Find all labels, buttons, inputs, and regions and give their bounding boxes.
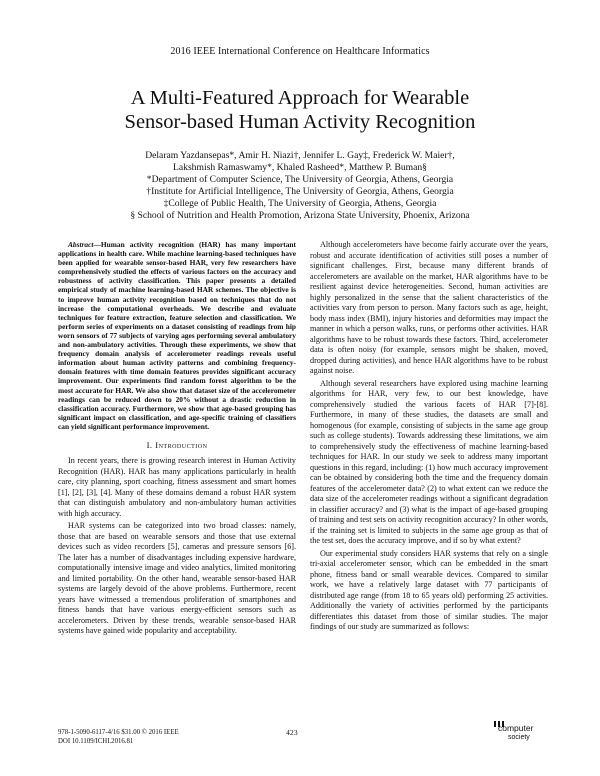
page-number: 423: [286, 728, 298, 737]
intro-paragraph-1: In recent years, there is growing research interest in Human Activity Recognition (HAR). HAR has many applications particularly in health care, city planning, sport coaching, fitness assessment and smart homes [1], [2], [3], [4]. Many of these domains demand a robust HAR system that can distinguish ambulatory and non-ambulatory human activities with high accuracy.: [58, 456, 296, 518]
affiliation-3: ‡College of Public Health, The University of Georgia, Athens, Georgia: [163, 198, 437, 209]
right-column: [310, 240, 548, 633]
footer-isbn: 978-1-5090-6117-4/16 $31.00 © 2016 IEEE: [58, 729, 179, 736]
section-number: I.: [146, 439, 153, 450]
affiliation-2: †Institute for Artificial Intelligence, The University of Georgia, Athens, Georgia: [146, 186, 454, 197]
right-paragraph-2: Although several researchers have explored using machine learning algorithms for HAR, very few, to our best knowledge, have comprehensively studied the various facets of HAR [7]-[8]. Furthermore, in many of these studies, the datasets are small and homogenous (for example, consisting of subjects in the same age group such as college students). Towards addressing these limitations, we aim to comprehensively study the effectiveness of machine learning-based techniques for HAR. In our study we seek to address many important questions in this regard, including: (1) how much accuracy improvement can be obtained by considering both the time and the frequency domain features of the accelerometer data? (2) to what extent can we reduce the data size of the accelerometer readings without a significant degradation in classifier accuracy? and (3) what is the impact of age-based grouping of training and test sets on activity recognition accuracy? In other words, if the training set is limited to subjects in the same age group as that of the test set, does the accuracy improve, and if so by what extent?: [310, 378, 548, 545]
title-line-2: Sensor-based Human Activity Recognition: [124, 111, 476, 133]
footer-copyright: [58, 728, 179, 746]
section-heading: [58, 440, 296, 451]
affiliation-4: § School of Nutrition and Health Promotion, Arizona State University, Phoenix, Arizona: [130, 210, 470, 221]
affiliation-1: *Department of Computer Science, The University of Georgia, Athens, Georgia: [146, 174, 454, 185]
left-column: [58, 240, 296, 637]
paper-title: [60, 86, 540, 134]
right-paragraph-1: Although accelerometers have become fairly accurate over the years, robust and accurate identification of activities still poses a number of significant challenges. First, because many different brands of accelerometers are available on the market, HAR algorithms have to be resilient against device heterogeneities. Second, human activities are highly personalized in the sense that the salient characteristics of the activities vary from person to person. Many factors such as age, height, body mass index (BMI), injury histories and deformities may impact the manner in which a person walks, runs, or performs other activities. HAR algorithms have to be robust towards these factors. Third, accelerometer data is often noisy (for example, sensors might be shaken, moved, dropped during activities), and hence HAR algorithms have to be robust against noise.: [310, 240, 548, 375]
authors-line-2: Lakshmish Ramaswamy*, Khaled Rasheed*, Matthew P. Buman§: [173, 162, 427, 173]
title-line-1: A Multi-Featured Approach for Wearable: [130, 87, 470, 109]
intro-paragraph-2: HAR systems can be categorized into two broad classes: namely, those that are based on wearable sensors and those that use external devices such as video recorders [5], cameras and pressure sensors [6]. The later has a number of disadvantages including expensive hardware, computationally intensive image and video analytics, limited monitoring and limited portability. On the other hand, wearable sensor-based HAR systems are largely devoid of the above problems. Furthermore, recent years have witnessed a tremendous proliferation of smartphones and fitness bands that have various energy-efficient sensors such as accelerometers. Driven by these trends, wearable sensor-based HAR systems have gained wide popularity and acceptability.: [58, 521, 296, 636]
section-title: Introduction: [155, 439, 208, 450]
authors-line-1: Delaram Yazdansepas*, Amir H. Niazi†, Jennifer L. Gay‡, Frederick W. Maier†,: [145, 150, 455, 161]
logo-line-1: computer: [498, 723, 534, 733]
footer-doi: DOI 10.1109/ICHI.2016.81: [58, 738, 134, 745]
right-paragraph-3: Our experimental study considers HAR systems that rely on a single tri-axial accelerometer sensor, which can be embedded in the smart phone, fitness band or small wearable devices. Compared to similar work, we have a relatively large dataset with 77 participants of distributed age range (from 18 to 65 years old) performing 25 activities. Additionally the variety of activities performed by the participants differentiates this dataset from those of similar studies. The major findings of our study are summarized as follows:: [310, 548, 548, 631]
abstract-lead: Abstract: [68, 240, 94, 249]
abstract-text: —Human activity recognition (HAR) has many important applications in health care. While machine learning-based techniques have been applied for wearable sensor-based HAR, very few researchers have comprehensively studied the effects of various factors on the accuracy and robustness of activity classification. This paper presents a detailed empirical study of machine learning-based HAR schemes. The objective is to improve human activity recognition based on techniques that do not increase the computational overheads. We describe and evaluate techniques for feature extraction, feature selection and classification. We perform series of experiments on a dataset consisting of readings from hip worn sensors of 77 subjects of varying ages performing several ambulatory and non-ambulatory activities. Through these experiments, we show that frequency domain analysis of accelerometer readings reveals useful information about human activity patterns and combining frequency-domain features with time domain features provides significant accuracy improvement. Our experiments find random forest algorithm to be the most accurate for HAR. We also show that dataset size of the accelerometer readings can be reduced down to 20% without a drastic reduction in classification accuracy. Furthermore, we show that age-based grouping has significant impact on classification, and age-specific training of classifiers can yield significant performance improvement.: [58, 240, 296, 431]
computer-society-logo: [494, 721, 550, 745]
logo-line-2: society: [508, 734, 530, 741]
abstract: [58, 240, 296, 431]
conference-header: 2016 IEEE International Conference on Healthcare Informatics: [170, 46, 430, 57]
author-block: [60, 150, 540, 222]
